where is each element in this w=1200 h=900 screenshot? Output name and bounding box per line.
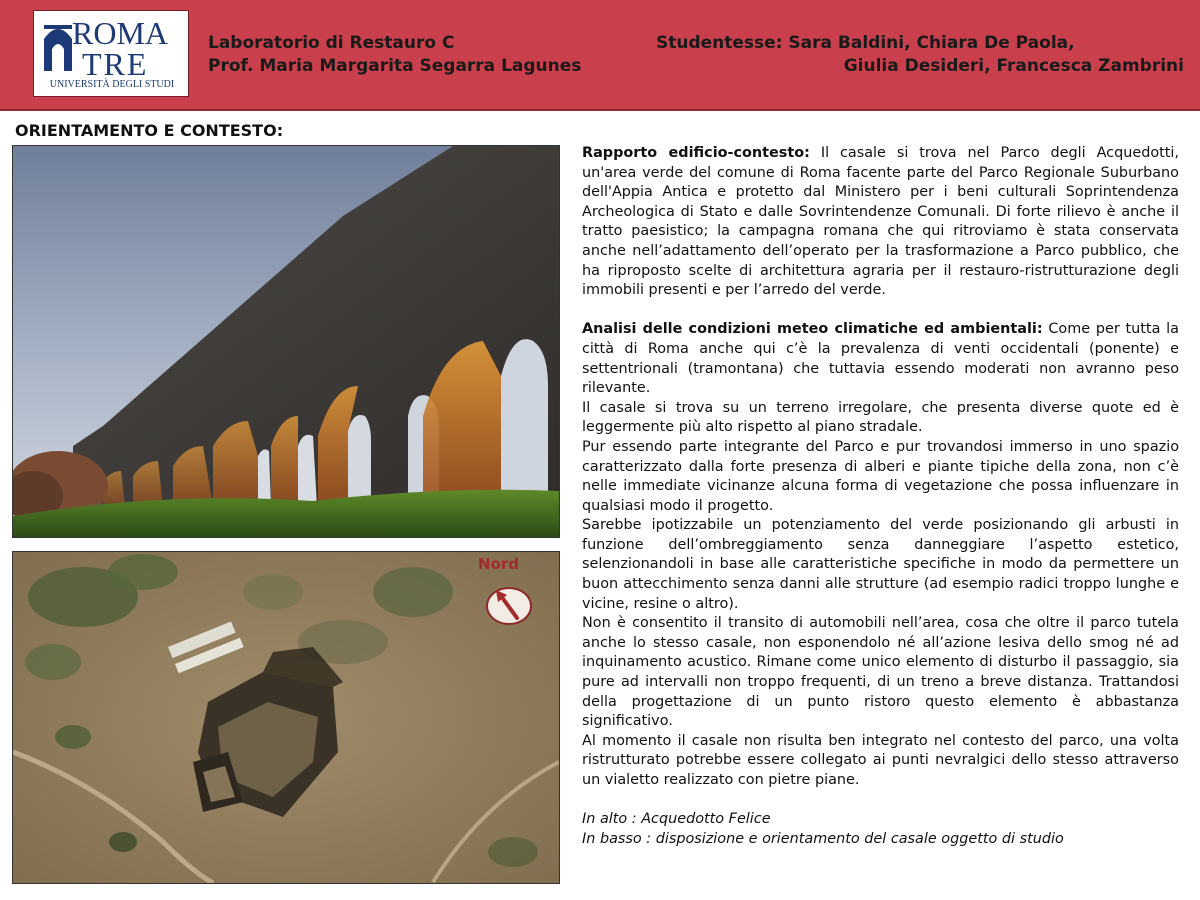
logo-text-tre: TRE — [82, 46, 149, 82]
course-title: Laboratorio di Restauro C — [208, 33, 455, 53]
north-compass-icon — [485, 586, 533, 626]
paragraph-climate — [582, 320, 1179, 398]
paragraph-greenery: Sarebbe ipotizzabile un potenziamento del verde posizionando gli arbusti in funzione dell’ombreggiamento senza danneggiare l’aspetto estetico, selenzionandoli in base alle caratteristiche specifiche in modo da permettere un buon attecchimento senza danni alle strutture (ad esempio radici troppo lunghe e vicine, resine o altro). — [582, 517, 1179, 612]
logo-text-university: UNIVERSITÀ DEGLI STUDI — [49, 79, 175, 90]
compass-label-north: Nord — [478, 555, 519, 573]
paragraph-terrain: Il casale si trova su un terreno irregolare, che presenta diverse quote ed è leggermente più alto rispetto al piano stradale. — [582, 399, 1179, 436]
logo-text-roma: ROMA — [72, 15, 169, 51]
aqueduct-photo — [12, 145, 560, 538]
paragraph-text-context: Il casale si trova nel Parco degli Acquedotti, un'area verde del comune di Roma facente parte del Parco Regionale Suburbano dell'Appia Antica e protetto dal Ministero per i beni culturali Soprintendenza Archeologica di Stato e dalle Sovrintendenze Comunali. Di forte rilievo è anche il tratto paesistico; la campagna romana che qui ritroviamo è stata conservata anche nell’adattamento dell’operato per la trasformazione a Parco pubblico, che ha riproposto scelte di architettura agraria per il restauro-ristrutturazione degli immobili presenti e per l’arredo del verde. — [582, 145, 1180, 299]
aqueduct-illustration — [13, 146, 559, 537]
description-column — [582, 144, 1179, 849]
paragraph-traffic: Non è consentito il transito di automobili nell’area, cosa che oltre il parco tutela anche lo stesso casale, non esponendolo né all’azione lesiva dello smog né ad inquinamento acustico. Rimane come unico elemento di disturbo il passaggio, sia pure ad intervalli non troppo frequenti, di un treno a breve distanza. Trattandosi della progettazione di un punto ristoro questo elemento è abbastanza significativo. — [582, 615, 1179, 730]
professor-name: Prof. Maria Margarita Segarra Lagunes — [208, 56, 582, 76]
students-line-1: Studentesse: Sara Baldini, Chiara De Paola, — [656, 33, 1075, 53]
paragraph-text-climate: Come per tutta la città di Roma anche qui c’è la prevalenza di venti occidentali (ponente) e settentrionali (tramontana) che tuttavia essendo moderati non avranno peso rilevante. — [582, 321, 1179, 397]
university-logo — [33, 10, 189, 97]
paragraph-heading-context: Rapporto edificio-contesto: — [582, 145, 810, 161]
caption-bottom-image: In basso : disposizione e orientamento del casale oggetto di studio — [582, 830, 1064, 847]
students-line-2: Giulia Desideri, Francesca Zambrini — [843, 56, 1184, 76]
caption-top-image: In alto : Acquedotto Felice — [582, 811, 771, 828]
paragraph-vegetation: Pur essendo parte integrante del Parco e pur trovandosi immerso in uno spazio caratterizzato dalla forte presenza di alberi e piante tipiche della zona, non c’è nelle immediate vicinanze alcuna forma di vegetazione che possa influenzare in qualsiasi modo il progetto. — [582, 438, 1179, 514]
paragraph-context — [582, 144, 1179, 301]
section-title: ORIENTAMENTO E CONTESTO: — [15, 121, 284, 140]
paragraph-integration: Al momento il casale non risulta ben integrato nel contesto del parco, una volta ristrutturato potrebbe essere collegato ai punti nevralgici dello stesso attraverso un vialetto realizzato con pietre piane. — [582, 732, 1179, 788]
aerial-illustration — [13, 552, 559, 883]
aerial-photo — [12, 551, 560, 884]
header-band — [0, 0, 1200, 111]
arch-logo-icon — [44, 19, 72, 71]
paragraph-heading-climate: Analisi delle condizioni meteo climatiche ed ambientali: — [582, 321, 1043, 338]
